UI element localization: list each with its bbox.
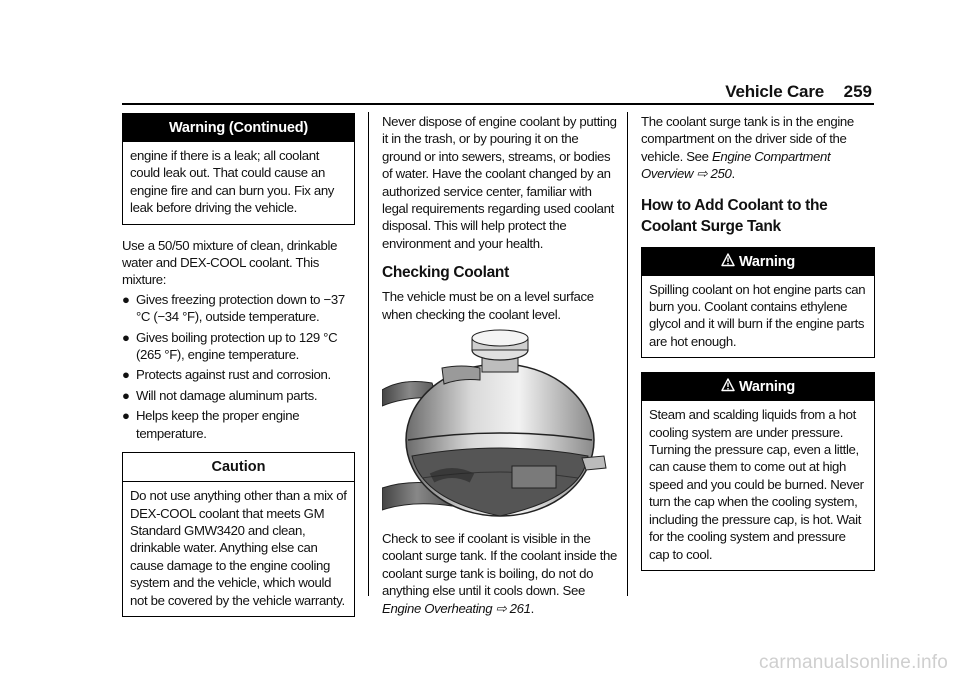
reference-page[interactable]: 250: [710, 166, 732, 182]
engine-overheating-reference[interactable]: Engine Overheating: [382, 600, 493, 616]
warning-continued-box: [122, 113, 355, 225]
reference-arrow-icon: ⇨: [495, 600, 507, 616]
add-coolant-heading: How to Add Coolant to the Coolant Surge Tank: [641, 196, 828, 235]
caution-box: [122, 452, 355, 617]
column-divider: [627, 112, 628, 596]
dispose-paragraph: Never dispose of engine coolant by putting it in the trash, or by pouring it on the ground or into sewers, streams, or bodies of water. Have the coolant changed by an authorized service center, familiar with legal requirements regarding used coolant disposal. This will help protect the environment and your health.: [382, 114, 617, 251]
bullet-icon: ●: [122, 291, 130, 307]
warning-title: Warning: [642, 373, 874, 401]
list-item: ● Gives freezing protection down to −37 °C (−34 °F), outside temperature.: [122, 291, 345, 325]
surge-tank-location-paragraph: The coolant surge tank is in the engine compartment on the driver side of the vehicle. See Engine Compartment Overview ⇨ 250.: [641, 114, 854, 182]
list-item: ● Will not damage aluminum parts.: [122, 387, 318, 403]
warning-icon: [721, 253, 735, 267]
list-item: ● Gives boiling protection up to 129 °C (265 °F), engine temperature.: [122, 329, 338, 363]
warning-box: [641, 247, 875, 359]
page-header: [122, 76, 874, 104]
bullet-icon: ●: [122, 408, 130, 424]
list-item: ● Protects against rust and corrosion.: [122, 367, 331, 383]
mixture-list: [122, 291, 355, 442]
reference-page[interactable]: 261: [509, 600, 531, 616]
warning-title: Warning: [642, 248, 874, 276]
reference-arrow-icon: ⇨: [696, 166, 708, 182]
check-paragraph: Check to see if coolant is visible in the coolant surge tank. If the coolant inside the coolant surge tank is boiling, do not do anything else until it cools down. See Engine Overheating ⇨ 261.: [382, 531, 617, 616]
warning-icon: [721, 378, 735, 392]
warning-continued-text: engine if there is a leak; all coolant could leak out. That could cause an engine fire and can burn you. Fix any leak before driving the vehicle.: [130, 148, 335, 216]
column-left: [122, 113, 355, 617]
section-title: Vehicle Care: [725, 82, 824, 101]
caution-text: Do not use anything other than a mix of DEX-COOL coolant that meets GM Standard GMW3420 and clean, drinkable water. Anything else can cause damage to the engine cooling system and the vehicle, which would not be covered by the vehicle warranty.: [130, 488, 347, 608]
engine-compartment-reference[interactable]: Engine Compartment Overview: [641, 148, 831, 182]
page-number: 259: [843, 82, 872, 101]
checking-paragraph: The vehicle must be on a level surface when checking the coolant level.: [382, 289, 594, 322]
coolant-surge-tank-illustration: [382, 328, 618, 524]
column-divider: [368, 112, 369, 596]
watermark: carmanualsonline.info: [758, 652, 948, 673]
warning-box: [641, 372, 875, 571]
header-rule: [122, 103, 874, 105]
mixture-intro: Use a 50/50 mixture of clean, drinkable water and DEX-COOL coolant. This mixture:: [122, 237, 338, 288]
bullet-icon: ●: [122, 367, 130, 383]
bullet-icon: ●: [122, 329, 130, 345]
caution-title: Caution: [123, 453, 354, 482]
warning-text: Spilling coolant on hot engine parts can burn you. Coolant contains ethylene glycol and it will burn if the engine parts are hot enough.: [649, 281, 866, 349]
list-item: ● Helps keep the proper engine temperature.: [122, 408, 300, 441]
bullet-icon: ●: [122, 387, 130, 403]
column-right: [641, 113, 875, 571]
warning-text: Steam and scalding liquids from a hot cooling system are under pressure. Turning the pressure cap, even a little, can cause them to come out at high speed and you could be burned. Never turn the cap when the cooling system, including the pressure cap, is hot. Wait for the cooling system and pressure cap to cool.: [649, 407, 864, 562]
checking-coolant-heading: Checking Coolant: [382, 264, 509, 282]
column-middle: [382, 113, 618, 617]
warning-continued-title: Warning (Continued): [123, 114, 354, 142]
